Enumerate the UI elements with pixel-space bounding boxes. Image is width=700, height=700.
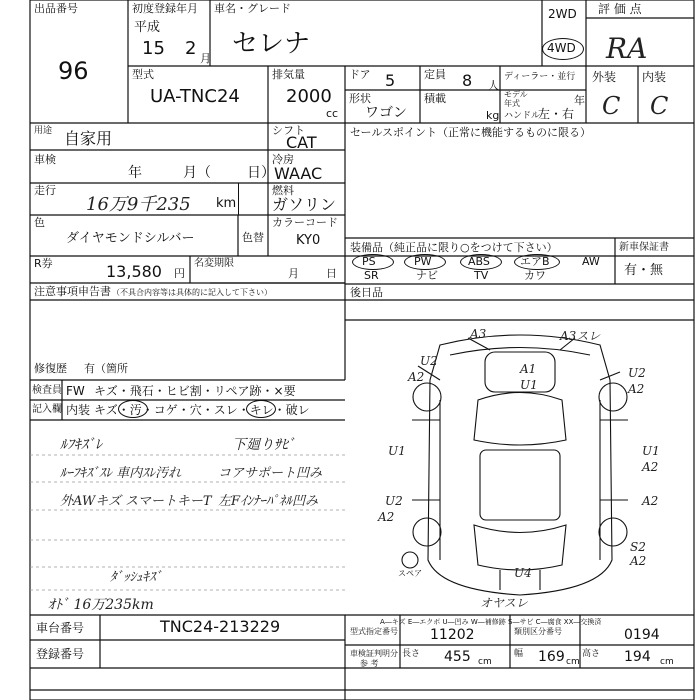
repair-label: 修復歴 (34, 362, 67, 375)
recycle-unit: 円 (174, 267, 185, 280)
color-label: 色 (34, 216, 45, 229)
chassis-value: TNC24-213229 (160, 617, 281, 636)
reg-expiry-day: 日 (326, 267, 337, 280)
equip-tv: TV (474, 269, 489, 282)
displacement-unit: cc (326, 107, 339, 120)
body-type-value: ワゴン (365, 105, 407, 121)
seats-unit: 人 (488, 79, 499, 92)
inspection-label: 車検 (34, 153, 56, 166)
mark-a3-1: A3 (470, 327, 487, 341)
car-name: セレナ (232, 29, 311, 59)
body-type-label: 形状 (349, 92, 371, 105)
ext-label: 外装 (592, 70, 617, 84)
handle-value: 左・右 (538, 107, 575, 121)
model-year-unit: 年 (574, 94, 585, 107)
warranty-value: 有・無 (624, 263, 664, 278)
displacement-label: 排気量 (272, 68, 305, 81)
equip-navi: ナビ (416, 269, 438, 282)
grade-value: RA (606, 32, 648, 65)
displacement-value: 2000 (286, 86, 332, 107)
hw-note-l3: 外AWキズ スマートキーT (60, 494, 212, 509)
class-number-label: 類別区分番号 (514, 627, 562, 636)
lot-number: 96 (58, 57, 89, 85)
equip-aw: AW (582, 255, 600, 268)
handle-label: ハンドル (504, 111, 541, 121)
length-value: 455 (444, 649, 471, 665)
mark-u1-2: U1 (388, 444, 406, 458)
book-label-2: 参 考 (360, 659, 379, 668)
ext-grade: C (602, 92, 621, 120)
check-int-head: 内装 (66, 403, 91, 417)
hw-note-l1: ﾙﾌｷｽﾞﾚ (60, 437, 102, 453)
doors-value: 5 (385, 71, 396, 90)
check-fw-head: FW (66, 384, 85, 398)
mileage-unit: km (216, 196, 237, 211)
drive-2wd: 2WD (548, 7, 577, 21)
int-label: 内装 (642, 70, 667, 84)
mark-a2-3: A2 (642, 460, 659, 474)
equip-abs: ABS (468, 255, 490, 268)
mark-u1-1: U1 (520, 378, 538, 392)
aircon-value: WAAC (274, 164, 323, 183)
equip-leather: カワ (524, 269, 546, 282)
first-reg-year: 15 (142, 38, 165, 59)
mark-a2-5: A2 (642, 494, 659, 508)
aircon-label: 冷房 (272, 153, 294, 166)
damage-legend: A―キズ E―エクボ U―凹み W―補修跡 S―サビ C―腐食 XX―交換済 (380, 618, 602, 626)
mark-u2-1: U2 (420, 354, 438, 368)
mark-a2-4: A2 (378, 510, 395, 524)
equip-ps: PS (362, 255, 376, 268)
height-unit: cm (660, 657, 674, 667)
fuel-label: 燃料 (272, 184, 294, 197)
inspection-day: 日） (247, 165, 275, 181)
car-name-label: 車名・グレード (214, 2, 291, 15)
first-reg-month: 2 (185, 38, 197, 59)
equip-pw: PW (414, 255, 432, 268)
length-unit: cm (478, 657, 492, 667)
check-int-items: キズ・汚・コゲ・穴・スレ・キレ・破レ (94, 403, 310, 417)
mileage-label: 走行 (34, 184, 56, 197)
first-reg-era: 平成 (134, 20, 161, 35)
reg-expiry-label: 名変期限 (194, 258, 234, 269)
inspection-month: 月（ (183, 165, 211, 181)
spare-label: スペア (398, 569, 422, 578)
notes-sub: （不具合内容等は具体的に記入して下さい） (112, 288, 272, 297)
first-reg-label: 初度登録年月 (132, 2, 198, 15)
hw-note-r2: コアサポート凹み (218, 466, 323, 481)
recycle-label: R券 (34, 257, 53, 270)
mark-a1: A1 (520, 362, 537, 376)
hw-note-r1: 下廻りｻﾋﾞ (232, 437, 295, 453)
repair-value: 有（箇所 (84, 362, 128, 375)
inspector-label-2: 記入欄 (32, 404, 62, 415)
mark-a3-2: A3スレ (560, 329, 601, 343)
mark-u1-3: U1 (642, 444, 660, 458)
mark-s2: S2 (630, 540, 646, 554)
length-label: 長さ (402, 649, 421, 659)
hw-note-r3: 左Fｲﾝﾅｰﾊﾟﾈﾙ凹み (218, 494, 319, 509)
color-value: ダイヤモンドシルバー (66, 231, 195, 246)
chassis-label: 車台番号 (36, 621, 85, 635)
hw-note-l4: ﾀﾞｯｼｭｷｽﾞ (110, 570, 162, 585)
type-designation-label: 型式指定番号 (350, 627, 398, 636)
usage-label: 用途 (34, 126, 53, 136)
check-fw-items: キズ・飛石・ヒビ割・リペア跡・×要 (94, 384, 296, 398)
recycle-value: 13,580 (106, 262, 162, 281)
warranty-label: 新車保証書 (619, 242, 669, 253)
equip-sr: SR (364, 269, 379, 282)
height-value: 194 (624, 649, 651, 665)
lot-label: 出品番号 (34, 2, 78, 15)
color-code: KY0 (296, 233, 321, 248)
dealer-label: ディーラー・並行 (504, 72, 576, 82)
model-value: UA-TNC24 (150, 86, 240, 107)
width-value: 169 (538, 649, 565, 665)
first-reg-month-unit: 月 (200, 52, 211, 65)
color-code-label: カラーコード (272, 216, 338, 229)
mark-u2-3: U2 (385, 494, 403, 508)
drive-4wd: 4WD (547, 41, 576, 55)
seats-label: 定員 (424, 68, 446, 81)
model-year-label: モデル年式 (504, 90, 528, 108)
equip-airbag: エアB (520, 255, 550, 268)
height-label: 高さ (582, 649, 601, 659)
equipment-label: 装備品（純正品に限り○をつけて下さい） (350, 241, 558, 254)
shift-label: シフト (272, 124, 305, 137)
width-unit: cm (566, 657, 580, 667)
model-label: 型式 (132, 68, 154, 81)
hw-note-l5: ｵﾄﾞ 16万235km (48, 597, 154, 613)
inspection-year: 年 (128, 165, 142, 181)
reg-expiry-month: 月 (288, 267, 299, 280)
after-parts-label: 後日品 (350, 286, 383, 299)
sales-point-label: セールスポイント（正常に機能するものに限る） (350, 126, 592, 139)
load-unit: kg (486, 109, 500, 122)
int-grade: C (650, 92, 669, 120)
mileage-value: 16万9千235 (86, 194, 191, 215)
seats-value: 8 (462, 71, 473, 90)
registration-label: 登録番号 (36, 647, 85, 661)
mark-oya-sure: オヤスレ (480, 596, 528, 610)
mark-u2-2: U2 (628, 366, 646, 380)
type-designation-value: 11202 (430, 627, 475, 643)
mark-a2-1: A2 (408, 370, 425, 384)
mark-u4: U4 (514, 566, 532, 580)
usage-value: 自家用 (64, 129, 113, 148)
load-label: 積載 (424, 92, 446, 105)
fuel-value: ガソリン (272, 195, 337, 214)
color-change-label: 色替 (242, 231, 264, 244)
grade-label: 評 価 点 (598, 2, 642, 16)
class-number-value: 0194 (624, 627, 660, 643)
book-label-1: 車検証判明分 (350, 649, 398, 658)
inspector-label-1: 検査員 (32, 385, 62, 396)
width-label: 幅 (514, 649, 524, 659)
notes-label: 注意事項申告書 (34, 285, 111, 298)
hw-note-l2: ﾙｰﾌｷｽﾞｽﾚ 車内ｽﾚ汚れ (60, 466, 182, 481)
mark-a2-6: A2 (630, 554, 647, 568)
shift-value: CAT (286, 133, 317, 152)
doors-label: ドア (349, 68, 371, 81)
mark-a2-2: A2 (628, 382, 645, 396)
